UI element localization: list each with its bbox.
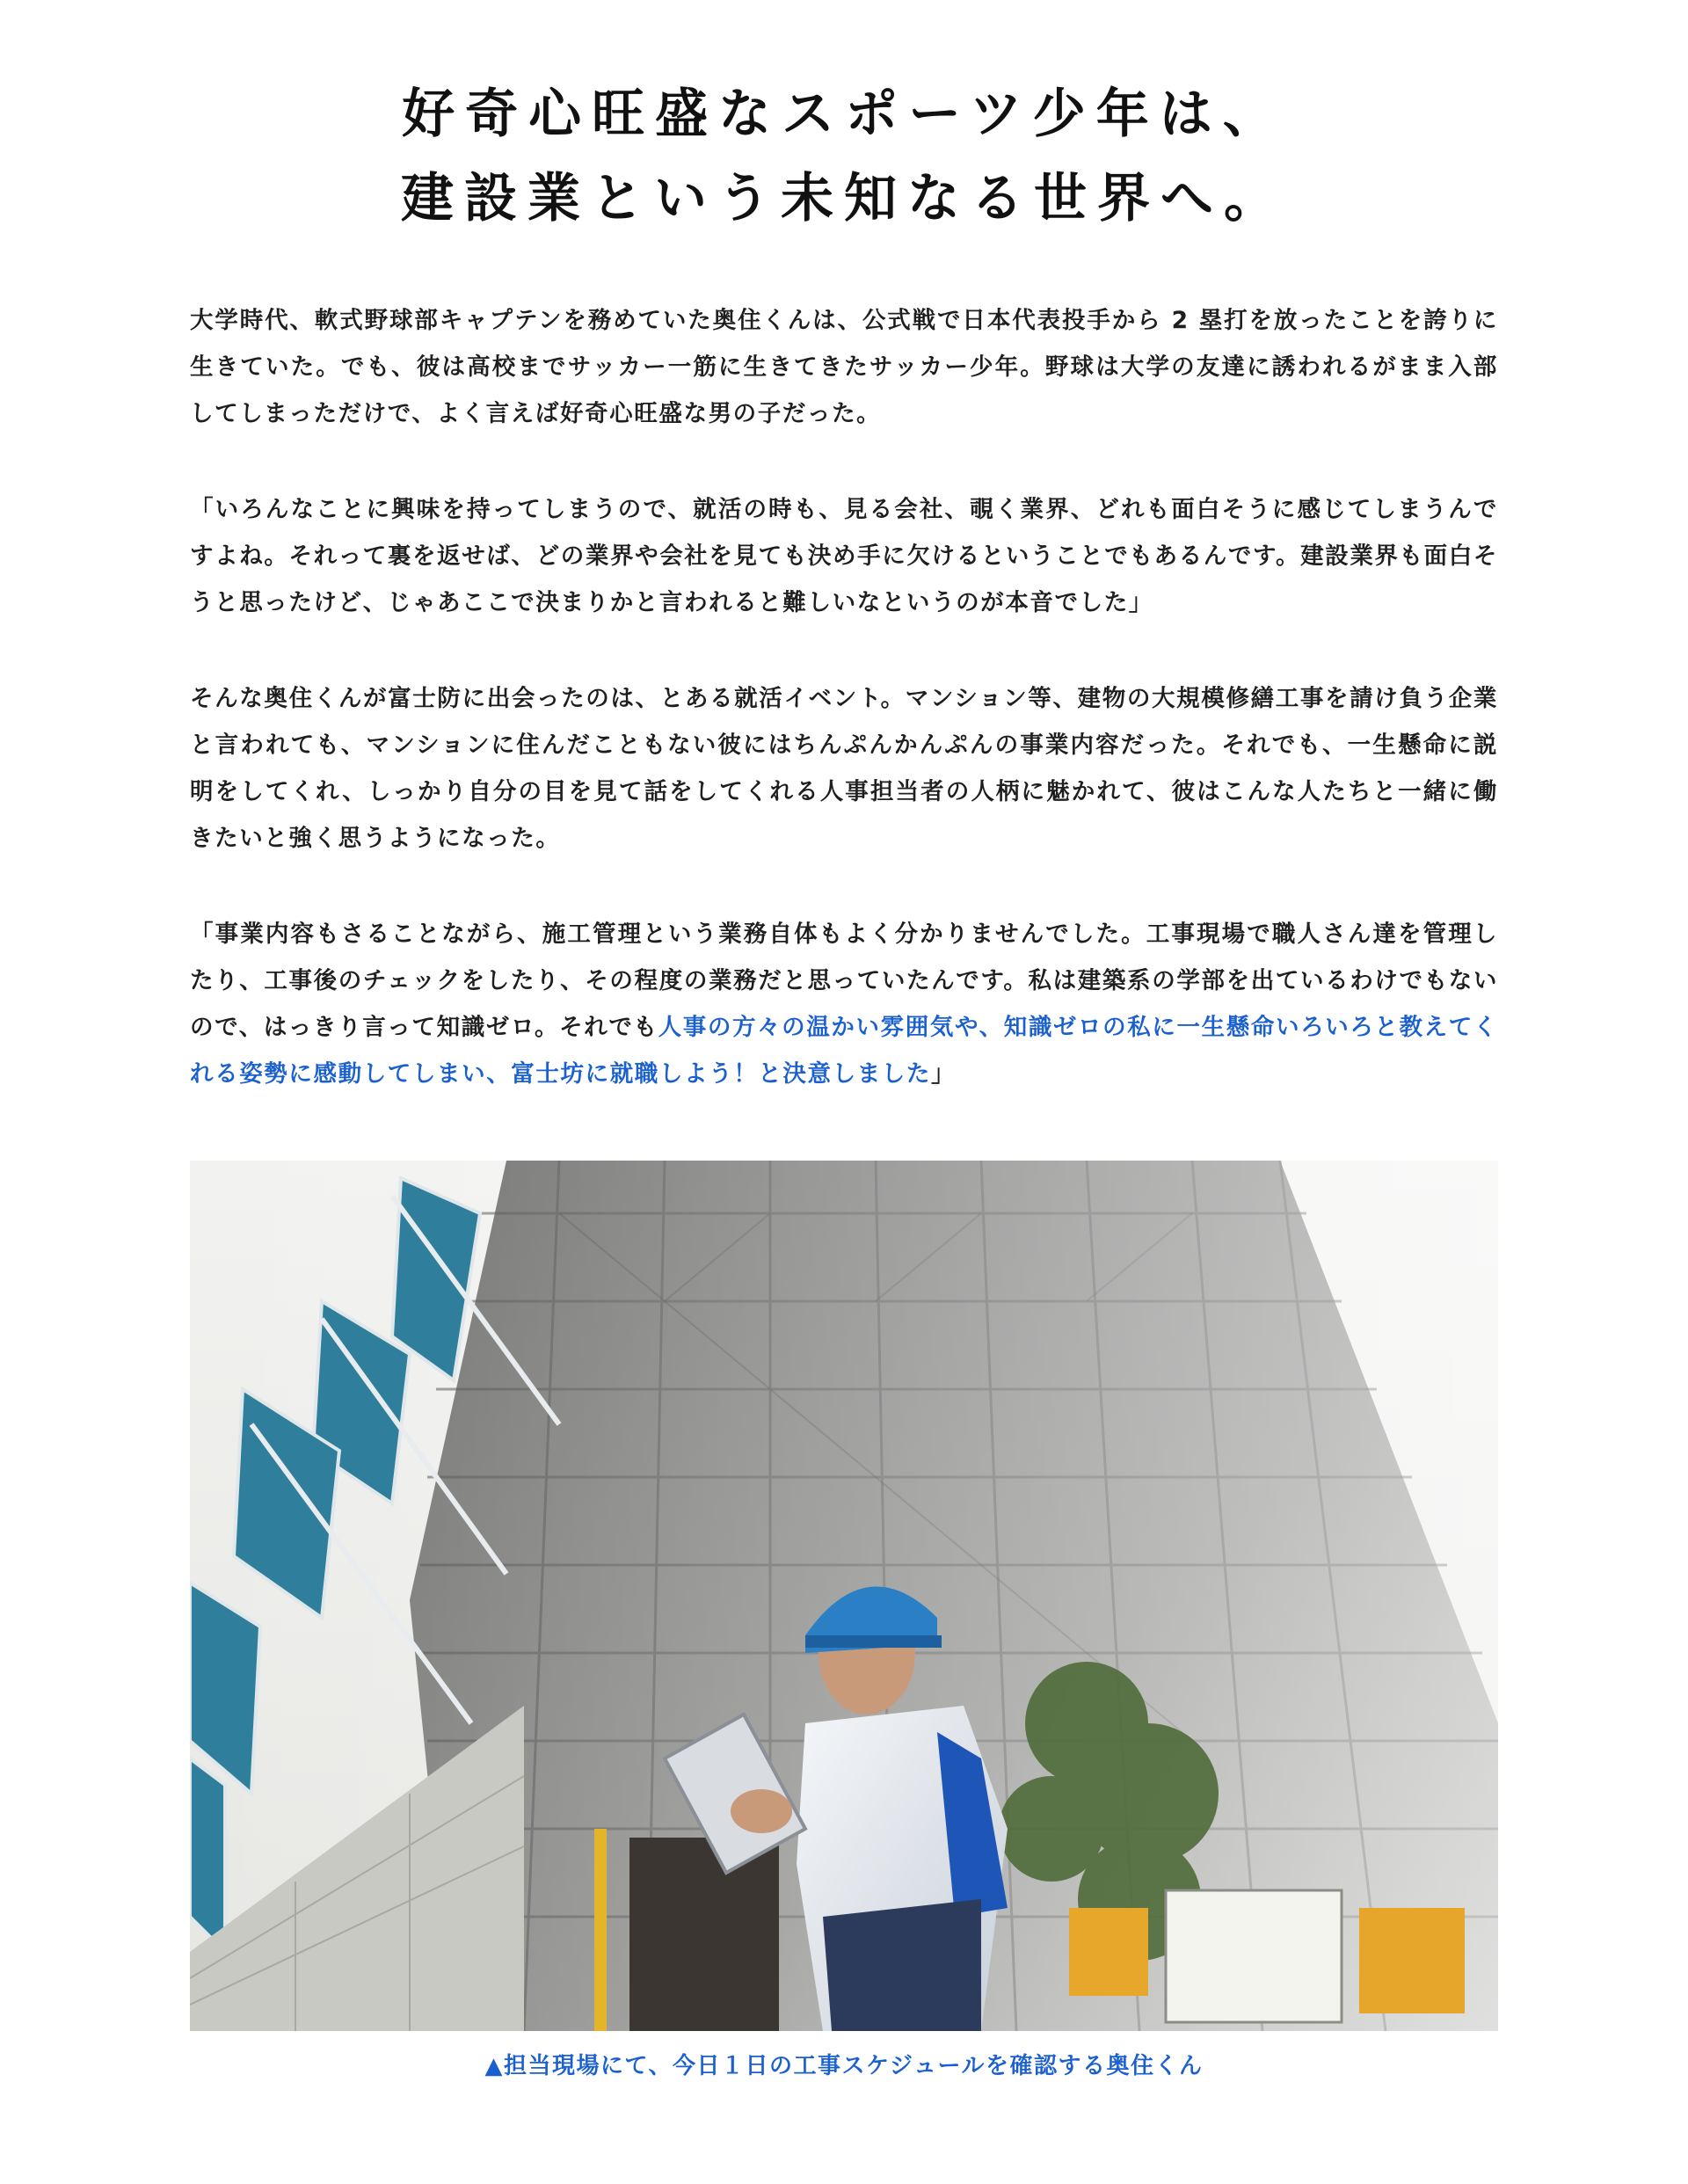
article-headline [0,72,1688,241]
paragraph-3: そんな奥住くんが富士防に出会ったのは、とある就活イベント。マンション等、建物の大規模修繕工事を請け負う企業と言われても、マンションに住んだこともない彼にはちんぷんかんぷんの事業内容だった。それでも、一生懸命に説明をしてくれ、しっかり自分の目を見て話をしてくれる人事担当者の人柄に魅かれて、彼はこんな人たちと一緒に働きたいと強く思うようになった。 [190,685,1498,852]
paragraph-2-quote: 「いろんなことに興味を持ってしまうので、就活の時も、見る会社、覗く業界、どれも面白そうに感じてしまうんですよね。それって裏を返せば、どの業界や会社を見ても決め手に欠けるということでもあるんです。建設業界も面白そうと思ったけど、じゃあここで決まりかと言われると難しいなというのが本音でした」 [190,496,1498,616]
headline-line-1: 好奇心旺盛なスポーツ少年は、 [402,84,1286,145]
paragraph-4-text: 「事業内容もさることながら、施工管理という業務自体もよく分かりませんでした。工事現場で職人さん達を管理したり、工事後のチェックをしたり、その程度の業務だと思っていたんです。私は建築系の学部を出ているわけでもないので、はっきり言って知識ゼロ。それでも [190,921,1498,1041]
paragraph-1: 大学時代、軟式野球部キャプテンを務めていた奥住くんは、公式戦で日本代表投手から 2 塁打を放ったことを誇りに生きていた。でも、彼は高校までサッカー一筋に生きてきたサッカー少年。野球は大学の友達に誘われるがまま入部してしまっただけで、よく言えば好奇心旺盛な男の子だった。 [190,307,1498,427]
paragraph-4-highlight: 人事の方々の温かい雰囲気や、知識ゼロの私に一生懸命いろいろと教えてくれる姿勢に感動してしまい、富士坊に就職しよう！と決意しました [190,1014,1498,1088]
paragraph-4-end: 」 [931,1060,957,1088]
photo-caption: ▲担当現場にて、今日１日の工事スケジュールを確認する奥住くん [484,2053,1204,2079]
headline-line-2: 建設業という未知なる世界へ。 [401,168,1287,229]
construction-site-photo [190,1161,1498,2031]
construction-photo-illustration [190,1161,1498,2031]
paragraph-4-quote [190,911,1498,1097]
